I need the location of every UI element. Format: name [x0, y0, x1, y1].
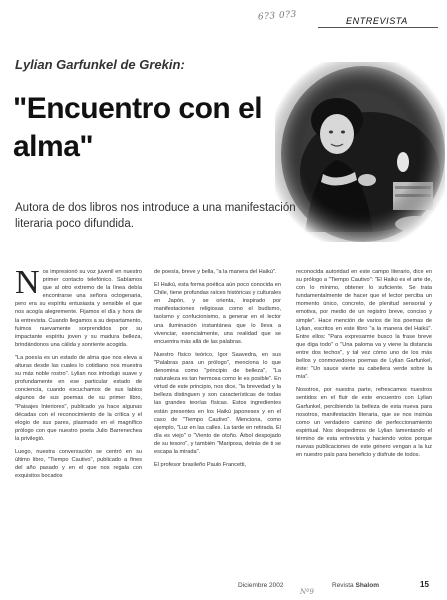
paragraph: reconocida autoridad en este campo literario, dice en su prólogo a "Tiempo Cautivo": "El Haikú es el arte de, con lo mínimo, obtener lo suficiente. Se trata fundamentalmente de hacer que el lector perciba un momento único, concreto, de plenitud sensorial y emotiva, por medio de un registro breve, conciso y simple". Hace mención de varios de los poemas de Lylian, escritos en este libro "a la manera del Haikú". Entre ellos: "Para expresarme busco la frase breve que diga todo" o "Una paloma va y viene la distancia entre dos techos", y tal vez cómo uno de los más bellos y conmovedores poemas de Lylian Garfunkel, éste: "Un sauce vierte su cabellera verde sobre la mía". — [296, 269, 432, 381]
article-subhead: Autora de dos libros nos introduce a una manifestación literaria poco difundida. — [15, 202, 296, 230]
handwritten-issue-note: Nº9 — [300, 588, 314, 596]
section-rule — [318, 27, 438, 28]
paragraph: Luego, nuestra conversación se centró en su último libro, "Tiempo Cautivo", publicado a fines del año pasado y en el que nos regala con exquisitos bocados — [15, 448, 142, 480]
paragraph-text: os impresionó su voz juvenil en nuestro primer contacto telefónico. Sabíamos que al otro extremo de la línea debía encontrarse una señora octogenaria, pero era su espíritu entusiasta y sensible el que nos acogía alegremente. Fijamos el día y hora de la entrevista. Cuando llegamos a su departamento, fuimos nuevamente sorprendidos por su impactante espíritu joven y su madura belleza, brindándonos una cálida y sonriente acogida. — [15, 269, 142, 348]
article-headline — [13, 90, 283, 170]
paragraph: "La poesía es un estado de alma que nos eleva a alturas desde las cuales lo cotidiano nos muestra su más noble rostro". Lylian nos introdujo suave y profundamente en ese particular estado de conciencia, cuando escuchamos de sus labios algunos de sus poemas de su primer libro, "Paisajes Interiores", publicado ya hace algunas décadas con el reconocimiento de la crítica y el elogio de sus pares, plasmado en el magnífico prólogo con que nuestro poeta Julio Barrenechea la privilegió. — [15, 354, 142, 442]
paragraph: de poesía, breve y bella, "a la manera del Haikú". — [154, 269, 277, 275]
handwritten-archive-note: 6?3 0?3 — [257, 9, 298, 23]
text-column-3 — [296, 268, 432, 568]
text-column-1 — [15, 268, 142, 568]
footer-magazine — [332, 582, 402, 592]
paragraph: El profesor brasileño Paulo Francetti, — [154, 462, 247, 469]
magazine-name: Shalom — [355, 582, 379, 589]
paragraph: Nuestro físico teórico, Igor Saavedra, en sus "Palabras para un prólogo", menciona lo que denomina como "principio de belleza", "La naturaleza es tan hermosa como le es posible". En virtud de este principio, nos dice, "la brevedad y la belleza distinguen y son características de todas las grandes teorías físicas. Estos ingredientes están presentes en los Haikú japoneses y en el caso de "Tiempo Cautivo". Menciona, como ejemplo, "Luz en las calles. La tarde en retirada. El día es viejo" o "Viento de otoño. Árbol despojado de su tesoro", y también "Mariposa, detrás de ti se escapa la mirada". — [154, 351, 281, 455]
section-label: ENTREVISTA — [346, 16, 408, 26]
paragraph — [15, 268, 142, 349]
text-column-2 — [154, 268, 281, 568]
headline-line-1: "Encuentro con el — [13, 92, 263, 125]
drop-cap: N — [15, 268, 40, 301]
interviewee-name: Lylian Garfunkel de Grekin: — [15, 57, 185, 72]
magazine-prefix: Revista — [332, 582, 354, 589]
paragraph: Nosotros, por nuestra parte, refrescamos nuestros sentidos en el fluir de este encuentro con Lylian Garfunkel, percibiendo la belleza de esta nueva para nosotros, manifestación literaria, que se nos insinúa como un verdadero camino de perfeccionamiento espiritual. Nos despedimos de Lylian lamentando el término de esta entrevista y haciendo votos porque nuevas publicaciones de este género vengan a la luz en nuestro país para beneficio y disfrute de todos. — [296, 387, 432, 459]
page-number: 15 — [420, 580, 429, 589]
headline-line-2: alma" — [13, 130, 94, 163]
footer-date: Diciembre 2002 — [238, 582, 284, 589]
paragraph: El Haikú, esta forma poética aún poco conocida en Chile, tiene profundas raíces históricas y culturales en Japón, y se orienta, inspirado por manifestaciones religiosas como el budismo, taoísmo y confucionismo, a generar en el lector una iluminación instantánea que lo lleva a vivenciar, esencialmente, una realidad que se encuentra más allá de las palabras. — [154, 282, 281, 345]
